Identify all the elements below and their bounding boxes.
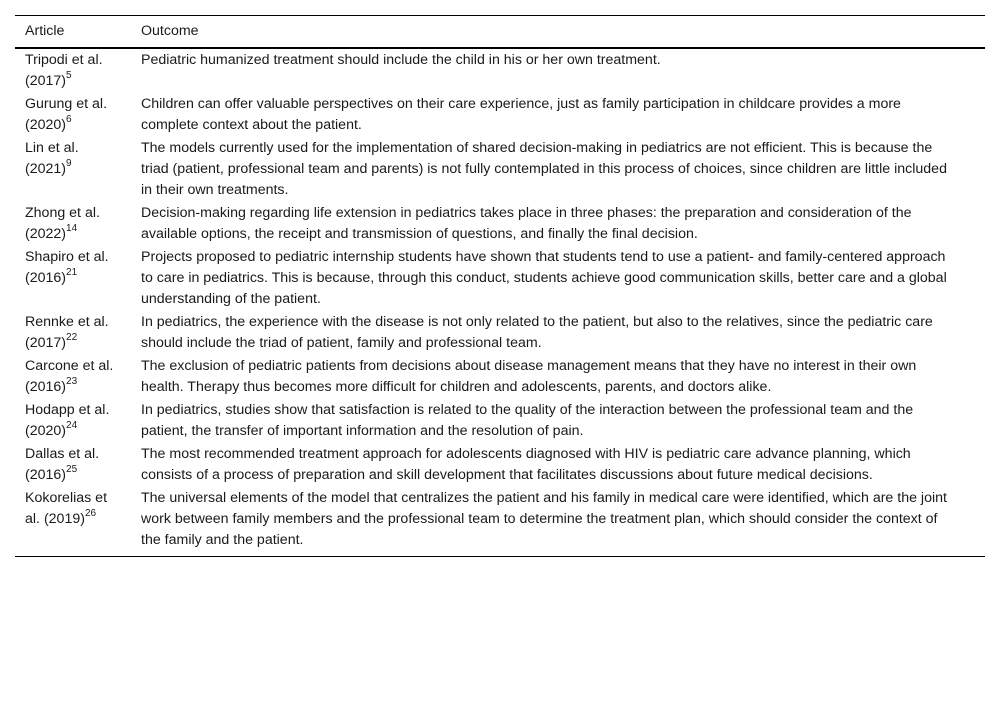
table-row [15, 202, 985, 246]
outcome-cell: The models currently used for the implementation of shared decision-making in pediatrics are not efficient. This is because the triad (patient, professional team and parents) is not fully contemplated in this process of choices, since children are little included in their own treatments. [141, 140, 947, 198]
article-year: $(2020)^6$ [25, 114, 72, 133]
article-author: Shapiro et al. [25, 249, 109, 265]
outcome-cell: Projects proposed to pediatric internship students have shown that students tend to use a patient- and family-centered approach to care in pediatrics. This is because, through this conduct, students achieve good communication skills, better care and a global understanding of the patient. [141, 249, 947, 307]
outcome-cell: In pediatrics, studies show that satisfaction is related to the quality of the interaction between the professional team and the patient, the transfer of important information and the resolution of pain. [141, 402, 914, 439]
article-author: Zhong et al. [25, 205, 100, 221]
reference-number: 25 [66, 464, 78, 476]
article-year: $(2021)^9$ [25, 158, 72, 177]
article-cell [15, 48, 131, 93]
outcome-cell: In pediatrics, the experience with the disease is not only related to the patient, but also to the relatives, since the pediatric care should include the triad of patient, family and professional team. [141, 314, 933, 351]
article-year: $(2020)^{24}$ [25, 420, 78, 439]
article-cell [15, 355, 131, 399]
outcome-cell: Children can offer valuable perspectives on their care experience, just as family participation in childcare provides a more complete context about the patient. [141, 96, 901, 133]
article-author: Rennke et al. [25, 314, 109, 330]
article-year: $(2016)^{23}$ [25, 376, 78, 395]
article-cell [15, 93, 131, 137]
outcome-cell: The universal elements of the model that centralizes the patient and his family in medical care were identified, which are the joint work between family members and the professional team to determine the treatment plan, which should consider the context of the family and the patient. [141, 490, 947, 548]
reference-number: 5 [66, 70, 72, 82]
article-author: Gurung et al. [25, 96, 108, 112]
header-row [15, 16, 985, 49]
column-header-article: Article [25, 23, 65, 39]
table-row [15, 399, 985, 443]
article-year: $(2017)^{22}$ [25, 332, 78, 351]
article-year: $(2022)^{14}$ [25, 223, 78, 242]
article-year: $(2016)^{25}$ [25, 464, 78, 483]
article-author: Hodapp et al. [25, 402, 110, 418]
article-year: $(2019)^{26}$ [43, 508, 97, 527]
reference-number: 26 [84, 508, 97, 520]
reference-number: 22 [66, 332, 78, 344]
article-year: $(2017)^5$ [25, 70, 72, 89]
outcome-cell: Pediatric humanized treatment should include the child in his or her own treatment. [141, 52, 661, 68]
reference-number: 24 [66, 420, 78, 432]
reference-number: 9 [66, 158, 72, 170]
article-cell [15, 311, 131, 355]
article-author: Carcone et al. [25, 358, 114, 374]
table-body [15, 48, 985, 557]
table-row [15, 137, 985, 202]
article-author: Kokorelias et al. [25, 490, 108, 527]
article-cell [15, 202, 131, 246]
reference-number: 14 [66, 223, 78, 235]
article-cell [15, 487, 131, 557]
column-header-outcome: Outcome [141, 23, 199, 39]
reference-number: 23 [66, 376, 78, 388]
article-cell [15, 137, 131, 202]
table-row [15, 487, 985, 557]
outcome-cell: The exclusion of pediatric patients from decisions about disease management means that they have no interest in their own health. Therapy thus becomes more difficult for children and adolescents, parents, and doctors alike. [141, 358, 917, 395]
table-row [15, 246, 985, 311]
article-year: $(2016)^{21}$ [25, 267, 78, 286]
reference-number: 6 [66, 114, 72, 126]
table-row [15, 48, 985, 93]
outcome-cell: The most recommended treatment approach for adolescents diagnosed with HIV is pediatric care advance planning, which consists of a process of preparation and skill development that facilitates discussions about future medical decisions. [141, 446, 911, 483]
table-header [15, 16, 985, 49]
table-row [15, 355, 985, 399]
outcomes-table-container [15, 15, 985, 557]
table-row [15, 93, 985, 137]
outcome-cell: Decision-making regarding life extension in pediatrics takes place in three phases: the preparation and consideration of the available options, the receipt and transmission of questions, and finally the final decision. [141, 205, 912, 242]
reference-number: 21 [66, 267, 78, 279]
article-cell [15, 246, 131, 311]
outcomes-table [15, 15, 985, 557]
table-row [15, 311, 985, 355]
article-author: Lin et al. [25, 140, 79, 156]
article-author: Tripodi et al. [25, 52, 103, 68]
article-cell [15, 443, 131, 487]
article-author: Dallas et al. [25, 446, 100, 462]
table-row [15, 443, 985, 487]
article-cell [15, 399, 131, 443]
